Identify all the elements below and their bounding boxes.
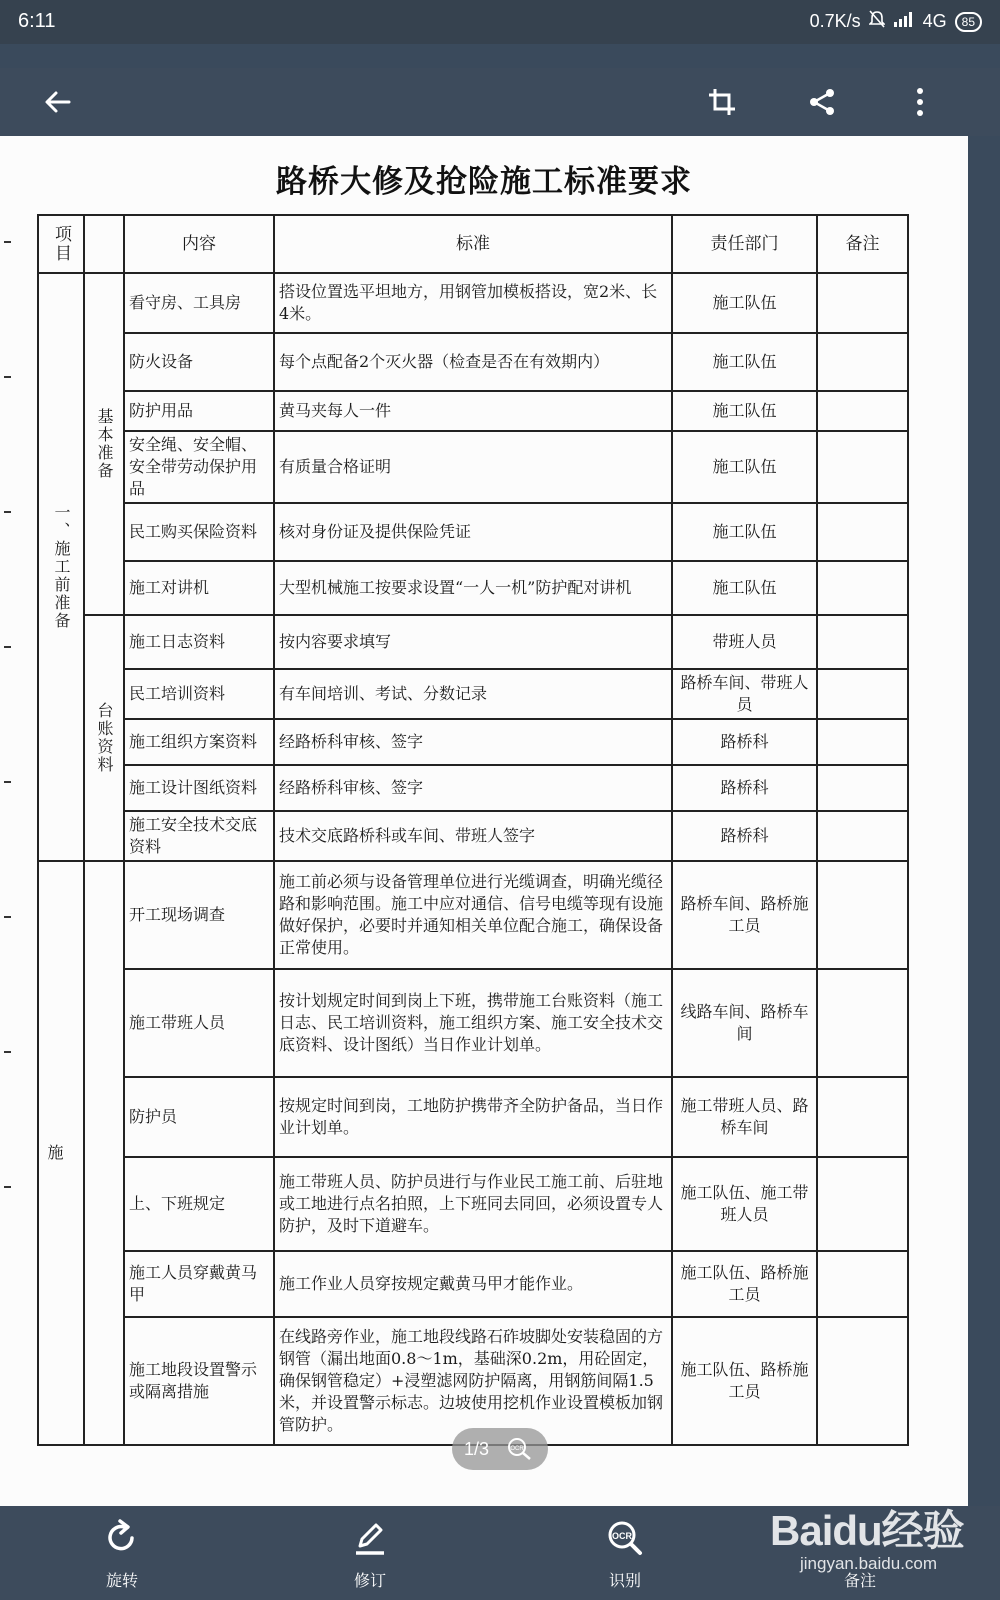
status-right (810, 10, 982, 33)
arrow-left-icon (43, 87, 73, 117)
standards-table (37, 214, 909, 1446)
row-dept: 施工队伍、路桥施工员 (672, 1317, 817, 1445)
table-row (38, 561, 908, 615)
margin-mark (4, 1186, 11, 1188)
page-indicator[interactable] (452, 1428, 548, 1470)
row-standard: 在线路旁作业，施工地段线路石砟坡脚处安装稳固的方钢管（漏出地面0.8～1m，基础深0.2m，用砼固定，确保钢管稳定）+浸塑滤网防护隔离，用钢筋间隔1.5米，并设置警示标志。边坡使用挖机作业设置模板加钢管防护。 (274, 1317, 672, 1445)
row-note (817, 431, 908, 503)
section1-sub2: 台账资料 (84, 615, 124, 861)
status-bar (0, 0, 1000, 44)
more-vertical-icon (915, 87, 925, 117)
section1-sub1: 基本准备 (84, 273, 124, 615)
row-dept: 施工队伍 (672, 273, 817, 333)
header-blank (84, 215, 124, 273)
row-note (817, 391, 908, 431)
row-note (817, 969, 908, 1077)
table-row (38, 765, 908, 811)
row-standard: 搭设位置选平坦地方，用钢管加模板搭设，宽2米、长4米。 (274, 273, 672, 333)
rotate-icon (102, 1518, 142, 1558)
document-page[interactable] (0, 136, 968, 1506)
row-dept: 路桥科 (672, 811, 817, 861)
row-standard: 有车间培训、考试、分数记录 (274, 669, 672, 719)
ocr-search-icon[interactable] (507, 1437, 533, 1461)
table-row (38, 431, 908, 503)
row-note (817, 1077, 908, 1157)
row-note (817, 561, 908, 615)
table-row (38, 861, 908, 969)
table-row (38, 1251, 908, 1317)
row-content: 看守房、工具房 (124, 273, 274, 333)
row-standard: 技术交底路桥科或车间、带班人签字 (274, 811, 672, 861)
more-button[interactable] (898, 80, 942, 124)
row-content: 施工设计图纸资料 (124, 765, 274, 811)
margin-mark (4, 781, 11, 783)
row-dept: 施工队伍 (672, 503, 817, 561)
row-dept: 施工队伍、路桥施工员 (672, 1251, 817, 1317)
table-row (38, 391, 908, 431)
row-note (817, 503, 908, 561)
table-row (38, 1157, 908, 1251)
header-standard: 标准 (274, 215, 672, 273)
watermark-url: jingyan.baidu.com (800, 1554, 938, 1573)
table-row (38, 615, 908, 669)
row-note (817, 1317, 908, 1445)
row-dept: 施工队伍 (672, 561, 817, 615)
row-note (817, 333, 908, 391)
share-icon (807, 87, 837, 117)
pen-icon (350, 1518, 390, 1558)
margin-mark (4, 511, 11, 513)
row-dept: 施工带班人员、路桥车间 (672, 1077, 817, 1157)
row-standard: 按计划规定时间到岗上下班，携带施工台账资料（施工日志、民工培训资料，施工组织方案、施工安全技术交底资料、设计图纸）当日作业计划单。 (274, 969, 672, 1077)
section2-label: 施 (38, 861, 84, 1445)
network-type: 4G (922, 11, 947, 31)
table-row (38, 503, 908, 561)
row-standard: 施工带班人员、防护员进行与作业民工施工前、后驻地或工地进行点名拍照，上下班同去同回，必须设置专人防护，及时下道避车。 (274, 1157, 672, 1251)
table-row (38, 719, 908, 765)
row-content: 施工组织方案资料 (124, 719, 274, 765)
back-button[interactable] (36, 80, 80, 124)
row-content: 施工地段设置警示或隔离措施 (124, 1317, 274, 1445)
header-content: 内容 (124, 215, 274, 273)
row-note (817, 719, 908, 765)
row-dept: 施工队伍 (672, 431, 817, 503)
recognize-button[interactable] (565, 1506, 685, 1600)
table-row (38, 811, 908, 861)
row-content: 防护用品 (124, 391, 274, 431)
table-row (38, 1317, 908, 1445)
row-dept: 路桥科 (672, 765, 817, 811)
row-standard: 每个点配备2个灭火器（检查是否在有效期内） (274, 333, 672, 391)
row-standard: 核对身份证及提供保险凭证 (274, 503, 672, 561)
section2-sub (84, 861, 124, 1445)
row-content: 施工带班人员 (124, 969, 274, 1077)
revise-label: 修订 (353, 1571, 386, 1590)
page-number: 1/3 (464, 1439, 490, 1459)
baidu-watermark (770, 1484, 1000, 1594)
table-header-row (38, 215, 908, 273)
crop-button[interactable] (700, 80, 744, 124)
row-note (817, 669, 908, 719)
row-standard: 有质量合格证明 (274, 431, 672, 503)
row-content: 民工培训资料 (124, 669, 274, 719)
row-note (817, 861, 908, 969)
row-note (817, 1251, 908, 1317)
section1-label: 一、施工前准备 (38, 273, 84, 861)
row-standard: 施工前必须与设备管理单位进行光缆调查，明确光缆径路和影响范围。施工中应对通信、信号电缆等现有设施做好保护，必要时并通知相关单位配合施工，确保设备正常使用。 (274, 861, 672, 969)
document-title: 路桥大修及抢险施工标准要求 (276, 164, 692, 200)
rotate-button[interactable] (62, 1506, 182, 1600)
row-note (817, 1157, 908, 1251)
table-row (38, 273, 908, 333)
rotate-label: 旋转 (105, 1571, 138, 1590)
mute-icon (869, 10, 885, 33)
header-note: 备注 (817, 215, 908, 273)
share-button[interactable] (800, 80, 844, 124)
watermark-brand: Baidu经验 (770, 1507, 964, 1554)
row-content: 开工现场调查 (124, 861, 274, 969)
ocr-chip-label: OCR (510, 1446, 524, 1452)
margin-mark (4, 376, 11, 378)
header-dept: 责任部门 (672, 215, 817, 273)
ocr-toolbar-label: OCR (612, 1531, 632, 1541)
row-standard: 施工作业人员穿按规定戴黄马甲才能作业。 (274, 1251, 672, 1317)
row-content: 施工人员穿戴黄马甲 (124, 1251, 274, 1317)
row-content: 防火设备 (124, 333, 274, 391)
row-standard: 经路桥科审核、签字 (274, 765, 672, 811)
margin-mark (4, 241, 11, 243)
row-dept: 施工队伍 (672, 391, 817, 431)
row-content: 防护员 (124, 1077, 274, 1157)
table-row (38, 969, 908, 1077)
revise-button[interactable] (310, 1506, 430, 1600)
row-dept: 线路车间、路桥车间 (672, 969, 817, 1077)
row-content: 施工对讲机 (124, 561, 274, 615)
margin-mark (4, 916, 11, 918)
row-dept: 施工队伍 (672, 333, 817, 391)
row-dept: 路桥车间、路桥施工员 (672, 861, 817, 969)
row-content: 安全绳、安全帽、安全带劳动保护用品 (124, 431, 274, 503)
row-note (817, 273, 908, 333)
table-row (38, 669, 908, 719)
note-label: 备注 (843, 1571, 876, 1590)
ocr-icon (605, 1518, 645, 1558)
signal-icon (893, 11, 915, 32)
row-standard: 大型机械施工按要求设置“一人一机”防护配对讲机 (274, 561, 672, 615)
row-dept: 施工队伍、施工带班人员 (672, 1157, 817, 1251)
row-standard: 按规定时间到岗，工地防护携带齐全防护备品，当日作业计划单。 (274, 1077, 672, 1157)
app-bar (0, 68, 1000, 136)
row-content: 民工购买保险资料 (124, 503, 274, 561)
margin-mark (4, 646, 11, 648)
row-dept: 路桥科 (672, 719, 817, 765)
network-speed: 0.7K/s (809, 11, 861, 31)
header-item: 项目 (38, 215, 84, 273)
row-standard: 经路桥科审核、签字 (274, 719, 672, 765)
table-row (38, 1077, 908, 1157)
row-note (817, 615, 908, 669)
battery-icon: 85 (955, 12, 982, 32)
crop-icon (706, 86, 738, 118)
row-note (817, 811, 908, 861)
row-dept: 路桥车间、带班人员 (672, 669, 817, 719)
row-dept: 带班人员 (672, 615, 817, 669)
row-content: 施工安全技术交底资料 (124, 811, 274, 861)
margin-mark (4, 1051, 11, 1053)
row-content: 上、下班规定 (124, 1157, 274, 1251)
table-row (38, 333, 908, 391)
recognize-label: 识别 (608, 1571, 641, 1590)
row-standard: 按内容要求填写 (274, 615, 672, 669)
row-content: 施工日志资料 (124, 615, 274, 669)
row-standard: 黄马夹每人一件 (274, 391, 672, 431)
row-note (817, 765, 908, 811)
status-time: 6:11 (18, 10, 56, 32)
